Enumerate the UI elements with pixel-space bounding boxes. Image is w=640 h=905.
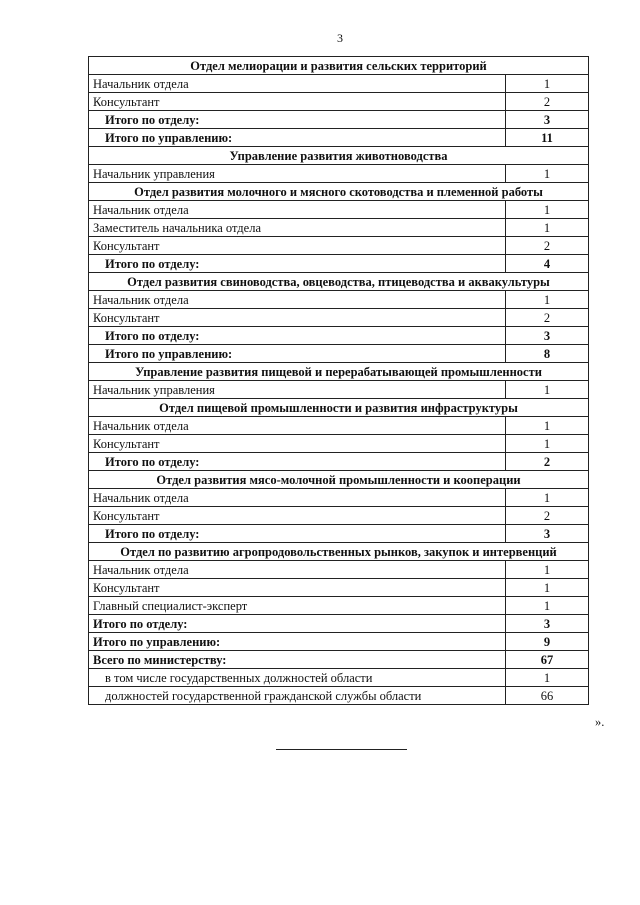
position-name: Начальник отдела <box>89 489 506 507</box>
position-row <box>89 201 589 219</box>
position-count: 1 <box>506 561 589 579</box>
position-count: 1 <box>506 435 589 453</box>
position-row <box>89 291 589 309</box>
position-count: 2 <box>506 309 589 327</box>
position-name: Консультант <box>89 237 506 255</box>
position-row <box>89 309 589 327</box>
section-header-row <box>89 471 589 489</box>
total-row <box>89 327 589 345</box>
section-header-row <box>89 399 589 417</box>
total-value: 3 <box>506 525 589 543</box>
position-row <box>89 75 589 93</box>
total-label: Итого по управлению: <box>89 345 506 363</box>
position-row <box>89 237 589 255</box>
position-row <box>89 561 589 579</box>
section-title: Отдел развития свиноводства, овцеводства, птицеводства и аквакультуры <box>89 273 589 291</box>
position-row <box>89 219 589 237</box>
position-name: Начальник отдела <box>89 561 506 579</box>
total-row <box>89 129 589 147</box>
position-row <box>89 507 589 525</box>
position-name: Консультант <box>89 93 506 111</box>
total-label: Итого по управлению: <box>89 633 506 651</box>
total-value: 11 <box>506 129 589 147</box>
position-name: должностей государственной гражданской службы области <box>89 687 506 705</box>
position-count: 1 <box>506 291 589 309</box>
end-separator-line <box>276 749 407 750</box>
position-count: 1 <box>506 489 589 507</box>
total-row <box>89 453 589 471</box>
total-value: 67 <box>506 651 589 669</box>
position-name: Начальник отдела <box>89 417 506 435</box>
section-header-row <box>89 543 589 561</box>
position-count: 1 <box>506 165 589 183</box>
position-name: Начальник отдела <box>89 291 506 309</box>
section-title: Отдел развития молочного и мясного скотоводства и племенной работы <box>89 183 589 201</box>
position-count: 1 <box>506 219 589 237</box>
position-count: 1 <box>506 579 589 597</box>
position-count: 1 <box>506 669 589 687</box>
position-name: Консультант <box>89 309 506 327</box>
position-name: Заместитель начальника отдела <box>89 219 506 237</box>
position-count: 1 <box>506 201 589 219</box>
total-label: Итого по отделу: <box>89 453 506 471</box>
staffing-table-body <box>89 57 589 705</box>
total-label: Итого по отделу: <box>89 255 506 273</box>
total-row <box>89 615 589 633</box>
total-label: Итого по отделу: <box>89 111 506 129</box>
staffing-table <box>88 56 589 705</box>
position-count: 2 <box>506 507 589 525</box>
section-title: Отдел пищевой промышленности и развития инфраструктуры <box>89 399 589 417</box>
section-header-row <box>89 57 589 75</box>
section-title: Управление развития пищевой и перерабатывающей промышленности <box>89 363 589 381</box>
position-row <box>89 165 589 183</box>
position-name: в том числе государственных должностей области <box>89 669 506 687</box>
subtotal-detail-row <box>89 669 589 687</box>
position-name: Консультант <box>89 435 506 453</box>
total-label: Итого по отделу: <box>89 327 506 345</box>
total-value: 3 <box>506 111 589 129</box>
section-title: Отдел по развитию агропродовольственных рынков, закупок и интервенций <box>89 543 589 561</box>
total-row <box>89 651 589 669</box>
position-name: Начальник управления <box>89 165 506 183</box>
total-row <box>89 633 589 651</box>
total-label: Итого по отделу: <box>89 615 506 633</box>
total-value: 3 <box>506 615 589 633</box>
position-count: 66 <box>506 687 589 705</box>
position-name: Начальник отдела <box>89 201 506 219</box>
position-name: Начальник управления <box>89 381 506 399</box>
position-row <box>89 489 589 507</box>
position-count: 1 <box>506 381 589 399</box>
position-count: 2 <box>506 93 589 111</box>
section-header-row <box>89 273 589 291</box>
position-count: 1 <box>506 597 589 615</box>
section-title: Отдел мелиорации и развития сельских территорий <box>89 57 589 75</box>
position-row <box>89 417 589 435</box>
total-value: 9 <box>506 633 589 651</box>
total-row <box>89 255 589 273</box>
position-count: 2 <box>506 237 589 255</box>
total-label: Итого по отделу: <box>89 525 506 543</box>
position-row <box>89 381 589 399</box>
total-value: 4 <box>506 255 589 273</box>
page-number: 3 <box>337 31 343 45</box>
section-header-row <box>89 363 589 381</box>
total-value: 2 <box>506 453 589 471</box>
total-value: 3 <box>506 327 589 345</box>
total-row <box>89 111 589 129</box>
position-row <box>89 579 589 597</box>
position-row <box>89 93 589 111</box>
position-row <box>89 435 589 453</box>
total-row <box>89 525 589 543</box>
total-row <box>89 345 589 363</box>
position-name: Консультант <box>89 507 506 525</box>
position-row <box>89 597 589 615</box>
section-header-row <box>89 183 589 201</box>
section-title: Управление развития животноводства <box>89 147 589 165</box>
position-count: 1 <box>506 417 589 435</box>
position-name: Консультант <box>89 579 506 597</box>
position-name: Начальник отдела <box>89 75 506 93</box>
closing-quote: ». <box>595 715 605 729</box>
section-header-row <box>89 147 589 165</box>
total-label: Всего по министерству: <box>89 651 506 669</box>
total-value: 8 <box>506 345 589 363</box>
subtotal-detail-row <box>89 687 589 705</box>
total-label: Итого по управлению: <box>89 129 506 147</box>
position-count: 1 <box>506 75 589 93</box>
section-title: Отдел развития мясо-молочной промышленности и кооперации <box>89 471 589 489</box>
position-name: Главный специалист-эксперт <box>89 597 506 615</box>
